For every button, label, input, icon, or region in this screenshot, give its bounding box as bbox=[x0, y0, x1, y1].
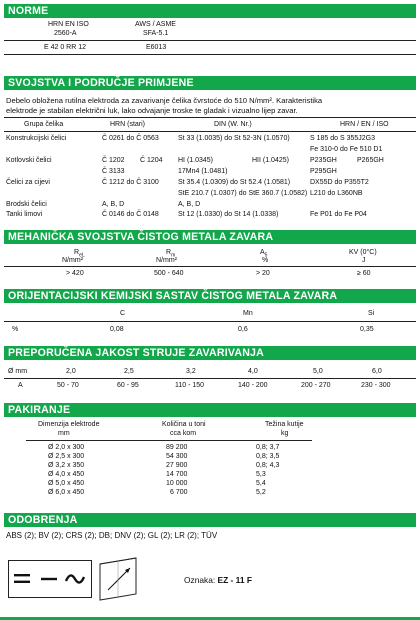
pack-dim: Ø 2,0 x 300 bbox=[48, 444, 85, 451]
steel-table-header-iso: HRN / EN / ISO bbox=[340, 121, 389, 128]
current-diameter: 4,0 bbox=[248, 368, 258, 375]
divider bbox=[4, 131, 416, 132]
pack-dim: Ø 3,2 x 350 bbox=[48, 462, 85, 469]
steel-row-hrn: Č 1202 bbox=[102, 157, 125, 164]
norm-col2-title: AWS / ASME bbox=[135, 21, 176, 28]
pack-qty: 54 300 bbox=[166, 453, 188, 460]
current-diameter: 5,0 bbox=[313, 368, 323, 375]
welding-position-icon bbox=[96, 554, 142, 604]
mech-unit-rm: N/mm² bbox=[156, 257, 177, 264]
pack-weight: 5,2 bbox=[256, 489, 266, 496]
current-amps: 110 - 150 bbox=[175, 382, 205, 389]
current-amps: 200 - 270 bbox=[301, 382, 331, 389]
chem-value-c: 0,08 bbox=[110, 326, 124, 333]
current-row-label-amps: A bbox=[18, 382, 23, 389]
steel-row-din: St 12 (1.0330) do St 14 (1.0338) bbox=[178, 211, 279, 218]
pack-weight: 0,8; 3,5 bbox=[256, 453, 280, 460]
oznaka: Oznaka: EZ - 11 F bbox=[184, 575, 252, 585]
steel-row-hrn: Č 1212 do Č 3100 bbox=[102, 179, 159, 186]
steel-row-grupa: Kotlovski čelici bbox=[6, 157, 52, 164]
mech-col-rel: $R_{eL}$ bbox=[74, 249, 85, 259]
steel-row-iso: Fe P01 do Fe P04 bbox=[310, 211, 367, 218]
mech-unit-a5: % bbox=[262, 257, 269, 264]
section-header-svojstva: SVOJSTVA I PODRUČJE PRIMJENE bbox=[4, 76, 416, 90]
steel-row-grupa: Konstrukcijski čelici bbox=[6, 135, 67, 142]
divider bbox=[4, 40, 416, 41]
steel-row-grupa: Brodski čelici bbox=[6, 201, 47, 208]
divider bbox=[4, 117, 416, 118]
section-header-kemijski: ORIJENTACIJSKI KEMIJSKI SASTAV ČISTOG METALA ZAVARA bbox=[4, 289, 416, 303]
steel-row-din: HII (1.0425) bbox=[252, 157, 289, 164]
steel-row-iso: DX55D do P355T2 bbox=[310, 179, 369, 186]
steel-row-din: A, B, D bbox=[178, 201, 201, 208]
mech-col-rm: $R_m$ bbox=[166, 249, 176, 259]
steel-row-iso: P295GH bbox=[310, 168, 337, 175]
current-diameter: 2,5 bbox=[124, 368, 134, 375]
pack-qty: 10 000 bbox=[166, 480, 188, 487]
mech-value-rm: 500 - 640 bbox=[154, 270, 184, 277]
alternating-current-icon bbox=[66, 575, 84, 582]
steel-row-hrn: Č 0146 do Č 0148 bbox=[102, 211, 159, 218]
norm-value-iso: E 42 0 RR 12 bbox=[44, 44, 87, 51]
mech-value-rel: > 420 bbox=[66, 270, 84, 277]
pack-dim: Ø 5,0 x 450 bbox=[48, 480, 85, 487]
chem-unit: % bbox=[12, 326, 19, 333]
description-line-2: elektrode je stabilan električni luk, lako odvajanje troske te gladak i vizualno lijep zavar. bbox=[6, 105, 298, 115]
pack-unit-qty: cca kom bbox=[170, 430, 197, 437]
pack-unit-weight: kg bbox=[281, 430, 289, 437]
steel-row-din: St 35.4 (1.0309) do St 52.4 (1.0581) bbox=[178, 179, 291, 186]
steel-table-header-din: DIN (W. Nr.) bbox=[214, 121, 252, 128]
section-header-struja: PREPORUČENA JAKOST STRUJE ZAVARIVANJA bbox=[4, 346, 416, 360]
direct-current-icon bbox=[14, 574, 30, 583]
steel-row-hrn: Č 1204 bbox=[140, 157, 163, 164]
mech-value-kv: ≥ 60 bbox=[357, 270, 371, 277]
mech-value-a5: > 20 bbox=[256, 270, 270, 277]
steel-row-din: 17Mn4 (1.0481) bbox=[178, 168, 228, 175]
current-amps: 230 - 300 bbox=[361, 382, 391, 389]
steel-row-iso: Fe 310-0 do Fe 510 D1 bbox=[310, 146, 383, 153]
chem-col-c: C bbox=[120, 310, 126, 317]
pack-header-qty: Količina u toni bbox=[162, 421, 206, 428]
chem-value-si: 0,35 bbox=[360, 326, 374, 333]
pack-qty: 14 700 bbox=[166, 471, 188, 478]
steel-row-din: StE 210.7 (1.0307) do StE 360.7 (1.0582) bbox=[178, 190, 308, 197]
section-header-norme: NORME bbox=[4, 4, 416, 18]
mech-unit-kv: J bbox=[362, 257, 366, 264]
chem-col-si: Si bbox=[368, 310, 375, 317]
pack-dim: Ø 2,5 x 300 bbox=[48, 453, 85, 460]
steel-row-iso: L210 do L360NB bbox=[310, 190, 363, 197]
pack-qty: 6 700 bbox=[170, 489, 188, 496]
pack-weight: 5,4 bbox=[256, 480, 266, 487]
divider bbox=[4, 378, 416, 379]
current-row-label-diameter: Ø mm bbox=[8, 368, 28, 375]
chem-value-mn: 0,6 bbox=[238, 326, 248, 333]
steel-row-iso: P265GH bbox=[357, 157, 384, 164]
pack-header-weight: Težina kutije bbox=[265, 421, 304, 428]
current-diameter: 2,0 bbox=[66, 368, 76, 375]
pack-dim: Ø 6,0 x 450 bbox=[48, 489, 85, 496]
current-diameter: 3,2 bbox=[186, 368, 196, 375]
pack-dim: Ø 4,0 x 450 bbox=[48, 471, 85, 478]
steel-row-grupa: Čelici za cijevi bbox=[6, 179, 50, 186]
current-amps: 50 - 70 bbox=[57, 382, 79, 389]
current-type-icon bbox=[8, 560, 92, 598]
divider bbox=[4, 54, 416, 55]
current-amps: 60 - 95 bbox=[117, 382, 139, 389]
norm-col1-title: HRN EN ISO bbox=[48, 21, 89, 28]
mech-col-kv: KV (0°C) bbox=[349, 249, 377, 256]
steel-row-hrn: Č 3133 bbox=[102, 168, 125, 175]
divider bbox=[26, 440, 312, 441]
pack-header-dim: Dimenzija elektrode bbox=[38, 421, 100, 428]
description-line-1: Debelo obložena rutilna elektroda za zavarivanje čelika čvrstoće do 510 N/mm². Karakteristika bbox=[6, 96, 323, 105]
norm-col2-subtitle: SFA-5.1 bbox=[143, 30, 169, 37]
pack-qty: 27 900 bbox=[166, 462, 188, 469]
mech-unit-rel: N/mm² bbox=[62, 257, 83, 264]
steel-table-header-grupa: Grupa čelika bbox=[24, 121, 64, 128]
pack-weight: 0,8; 4,3 bbox=[256, 462, 280, 469]
pack-weight: 0,8; 3,7 bbox=[256, 444, 280, 451]
steel-table-header-hrn: HRN (stari) bbox=[110, 121, 145, 128]
norm-col1-subtitle: 2560-A bbox=[54, 30, 77, 37]
approvals-list: ABS (2); BV (2); CRS (2); DB; DNV (2); GL (2); LR (2); TÜV bbox=[6, 531, 218, 540]
section-header-odobrenja: ODOBRENJA bbox=[4, 513, 416, 527]
steel-row-grupa: Tanki limovi bbox=[6, 211, 43, 218]
steel-row-hrn: A, B, D bbox=[102, 201, 125, 208]
current-amps: 140 - 200 bbox=[238, 382, 268, 389]
steel-row-iso: S 185 do S 355J2G3 bbox=[310, 135, 375, 142]
divider bbox=[4, 266, 416, 267]
section-header-pakiranje: PAKIRANJE bbox=[4, 403, 416, 417]
section-header-mehanicka: MEHANIČKA SVOJSTVA ČISTOG METALA ZAVARA bbox=[4, 230, 416, 244]
pack-qty: 89 200 bbox=[166, 444, 188, 451]
negative-polarity-icon bbox=[41, 578, 57, 580]
steel-row-din: St 33 (1.0035) do St 52-3N (1.0570) bbox=[178, 135, 290, 142]
steel-row-hrn: Č 0261 do Č 0563 bbox=[102, 135, 159, 142]
steel-row-iso: P235GH bbox=[310, 157, 337, 164]
current-diameter: 6,0 bbox=[372, 368, 382, 375]
divider bbox=[4, 321, 416, 322]
steel-row-din: HI (1.0345) bbox=[178, 157, 214, 164]
pack-weight: 5,3 bbox=[256, 471, 266, 478]
chem-col-mn: Mn bbox=[243, 310, 253, 317]
pack-unit-dim: mm bbox=[58, 430, 70, 437]
norm-value-aws: E6013 bbox=[146, 44, 167, 51]
mech-col-a5: $A_5$ bbox=[260, 249, 268, 259]
